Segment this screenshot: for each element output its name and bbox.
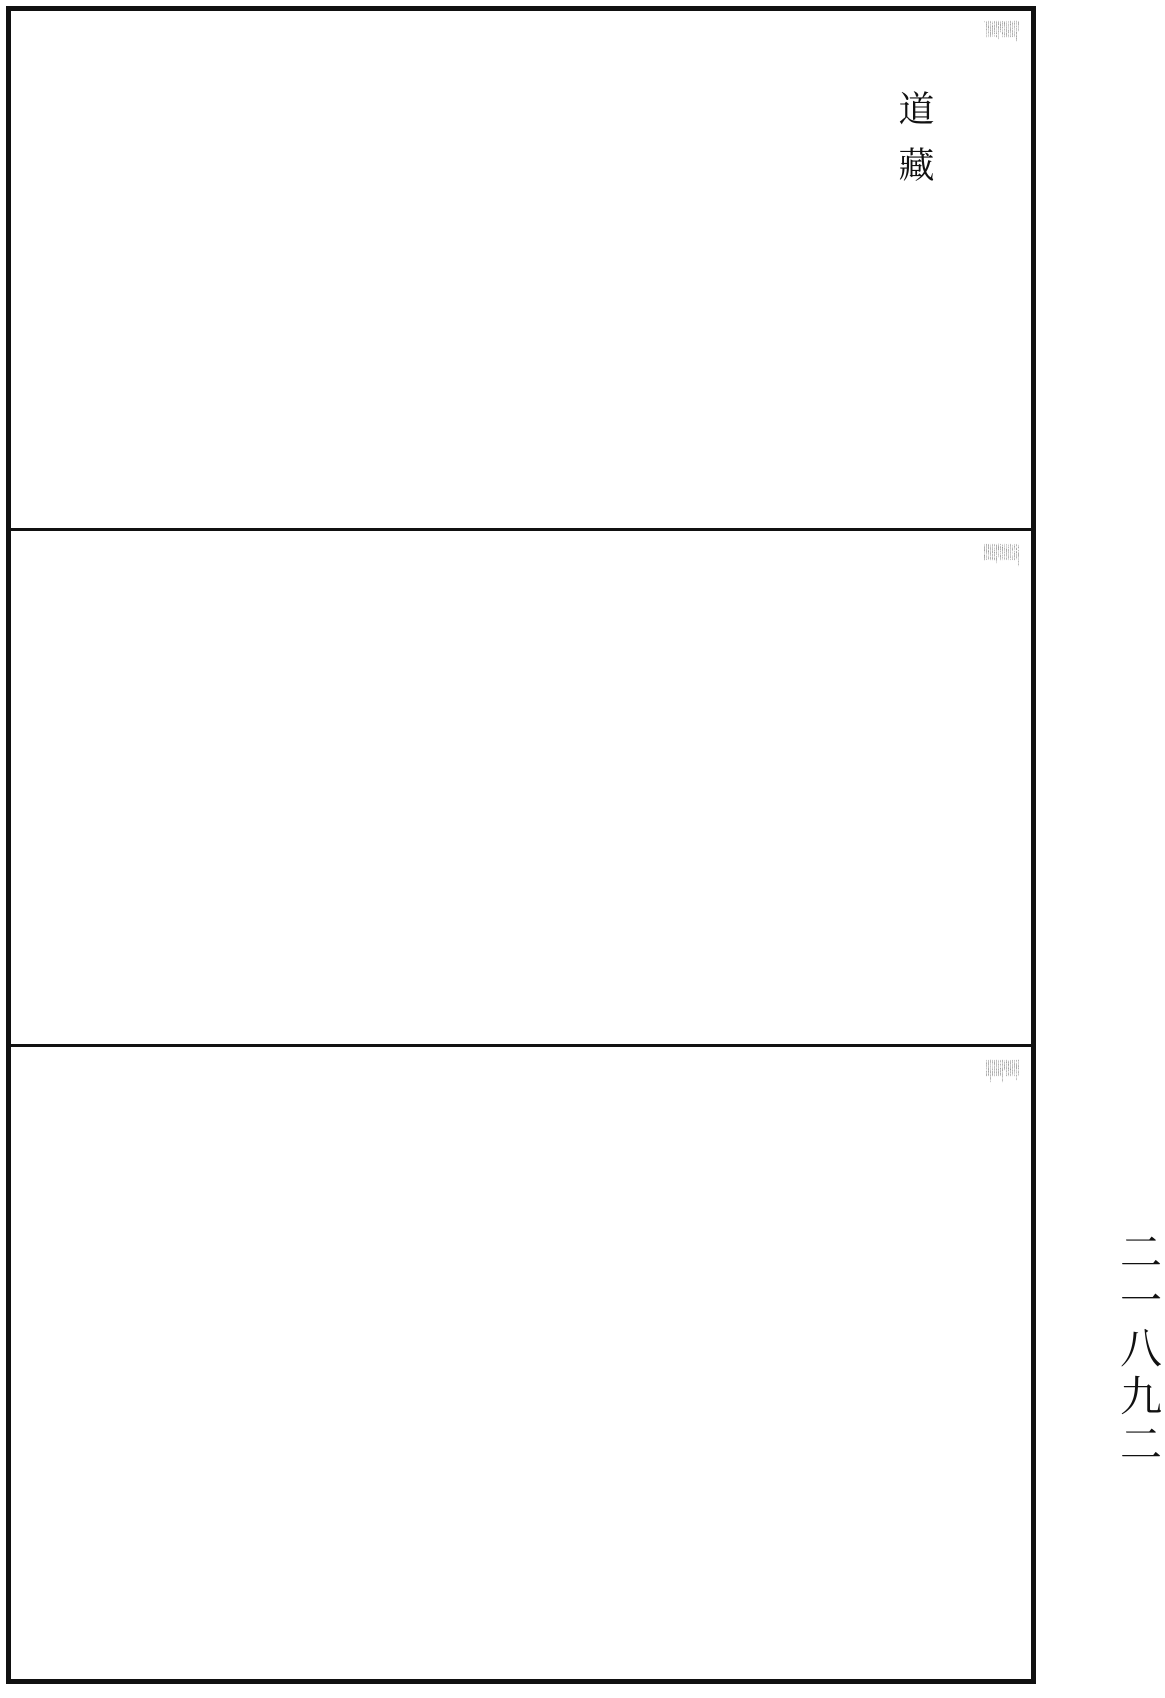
text-line: 測其機自得束首侍衛入其地上其天超 (1006, 1060, 1007, 1076)
text-line: 我從一得鬼神輔無魔干犯入地上天超古今由我 (1016, 1060, 1017, 1080)
text-line: 止産箇明珠似月之圓非笙非角之可比 (986, 21, 987, 37)
text-line: 古今總在我應化無窮也 (1004, 1060, 1005, 1070)
text-line: 盡底掀翻豈心再有貪榮而身有辱也比 (994, 1060, 995, 1076)
text-line: 非遇真師口訣不可知也 (1018, 21, 1019, 31)
text-line: 此承上云混元斵之義於此故云玉韻琅 (994, 544, 995, 560)
text-line: 此承上云別轉一般樂之意於此故云三 (1016, 544, 1017, 560)
panel-text-middle (983, 544, 1019, 1042)
text-line: 煙是也若非真傳實踐工夫知如是妙乎 (1018, 1060, 1019, 1076)
text-line: 云金真朗郁流響雲營玉音攝氣靈風聚 (984, 544, 985, 560)
text-line: 玉韻琅琅絕鄭音天無四知一貫清偏貫達人心 (996, 544, 997, 563)
text-line: 此言丹道圓成變化自在則宇宙在乎我 (1014, 1060, 1015, 1076)
panel-text-bottom (985, 1060, 1019, 1678)
text-line: 逡巡別轉一般樂出有入無也非笙兮也非角 (998, 21, 999, 39)
text-line: 藥三般精氣神天然子母互相親回風混 (1000, 544, 1001, 560)
text-line: 三尺雲璈十二徽三花聚鼎歷刦年中混元斵五炁朝元 (1018, 544, 1019, 566)
text-line: 所謂簇年歸月簇月歸日簇日歸時一時 (1010, 544, 1011, 560)
text-line: 以行内事混融煆煉結成聖胎乃曰歷刦 (1006, 544, 1007, 560)
panel-text-top (983, 21, 1019, 526)
text-line: 閑唱壺中白雪歌大道中虛靜調世外陽春曲超出三界 (990, 1060, 991, 1082)
text-line: 百神十轉回靈萬炁齊仙了真子故曰大 (1002, 544, 1003, 560)
text-line: 壺天景致常有漫天白雪之飛清清朗朗 (986, 1060, 987, 1076)
text-line: 此承上云超古今之義於斯故云縱横自 (1000, 1060, 1001, 1076)
page-number: 二一八九二 (1114, 1230, 1163, 1470)
text-line: 上頭關挾從寅至已流戊土督進陽火迫 (1004, 21, 1005, 37)
text-line: 生火於寅位也玉童子者流意飛神也倒 (1012, 21, 1013, 37)
text-line: 逡巡者杜漸也從上而下也引轉一般樂 (996, 21, 997, 37)
text-line: 之中只用二候運行週天符火採藥入室 (1008, 544, 1009, 560)
text-line: 驚起者薰烝也從下而上也東方者甲木 (1014, 21, 1015, 37)
text-line: 無有異色自然徧貫達於人心也度人經 (986, 544, 987, 560)
text-line: 變化由我豈有拘束也富貴榮華到此時 (996, 1060, 997, 1076)
text-line: 年中混元斵也度人經云中理五炁混合 (1004, 544, 1005, 560)
text-line: 尺雲璈者乃言三般大藥歸鼎妙合凝真 (1014, 544, 1015, 560)
text-line: 箇活路若非大丈夫決烈手段焉能致此 (992, 1060, 993, 1076)
text-panel-middle (11, 534, 1031, 1042)
text-line: 琅者乃得其真火煆煉之功脫去其舊染 (992, 544, 993, 560)
text-line: 者此言六陽會乾陽無終極之理一陰生 (994, 21, 995, 37)
text-line: 騎者逆轉也白鹿者煉精化爲白炁也總 (1010, 21, 1011, 37)
text-line: 亥以巳土退陰符從金闕下鵲橋華池滂 (990, 21, 991, 37)
text-line: 大身徧微塵藏小身載須彌于是鬼神莫 (1008, 1060, 1009, 1076)
text-line: 也 (984, 21, 985, 22)
text-panel-bottom (11, 1050, 1031, 1678)
text-line: 沉下水府重蒸存中根候陽火漸熾舉動 (1006, 21, 1007, 37)
text-line: 而言之凡作丹入室之時性君主内流意 (1008, 21, 1009, 37)
text-line: 逐金精直透三關上入南宫補離中之陰 (1002, 21, 1003, 37)
text-line: 是成乾象則要如星馳之速 (1000, 21, 1001, 32)
text-panel-top (11, 11, 1031, 526)
text-line: 驚起東方玉童子水府求玄倒騎白鹿如星馳坎取 (1016, 21, 1017, 41)
text-line: 萬化歸乎身到此地位陰陽由我運五行 (1012, 1060, 1013, 1076)
text-line: 于五陽之下繼此以往則當杜漸自午至 (992, 21, 993, 37)
text-line: 此言閑唱者自得其真樂也則吾身别有 (988, 1060, 989, 1076)
text-line: 此絕其鄭聲之淫覺吾身中土皆作碧玉 (988, 544, 989, 560)
text-line: 縱横自在無拘束不被形縛心不貪榮身不辱内外俱忘 (1002, 1060, 1003, 1082)
panel-divider (11, 1044, 1031, 1047)
text-line: 在者乃言唯道爲身不隨世變倒用横拈 (998, 1060, 999, 1076)
canon-title: 道藏 (893, 90, 934, 202)
panel-divider (11, 528, 1031, 531)
text-line: 之汙是得神和而氣和如舜韶之純翕從 (990, 544, 991, 560)
text-line: 一息工夫即奪回一年十二月造化丹經 (1012, 544, 1013, 560)
text-line: 合歸真體煆鍊工夫日日新是也 (998, 544, 999, 557)
text-line: 滂沛沛入重樓絳宫直送至坤宫土釜而 (988, 21, 989, 37)
text-line: 由我役風雨由我召雷霆由我呼是以現 (1010, 1060, 1011, 1076)
